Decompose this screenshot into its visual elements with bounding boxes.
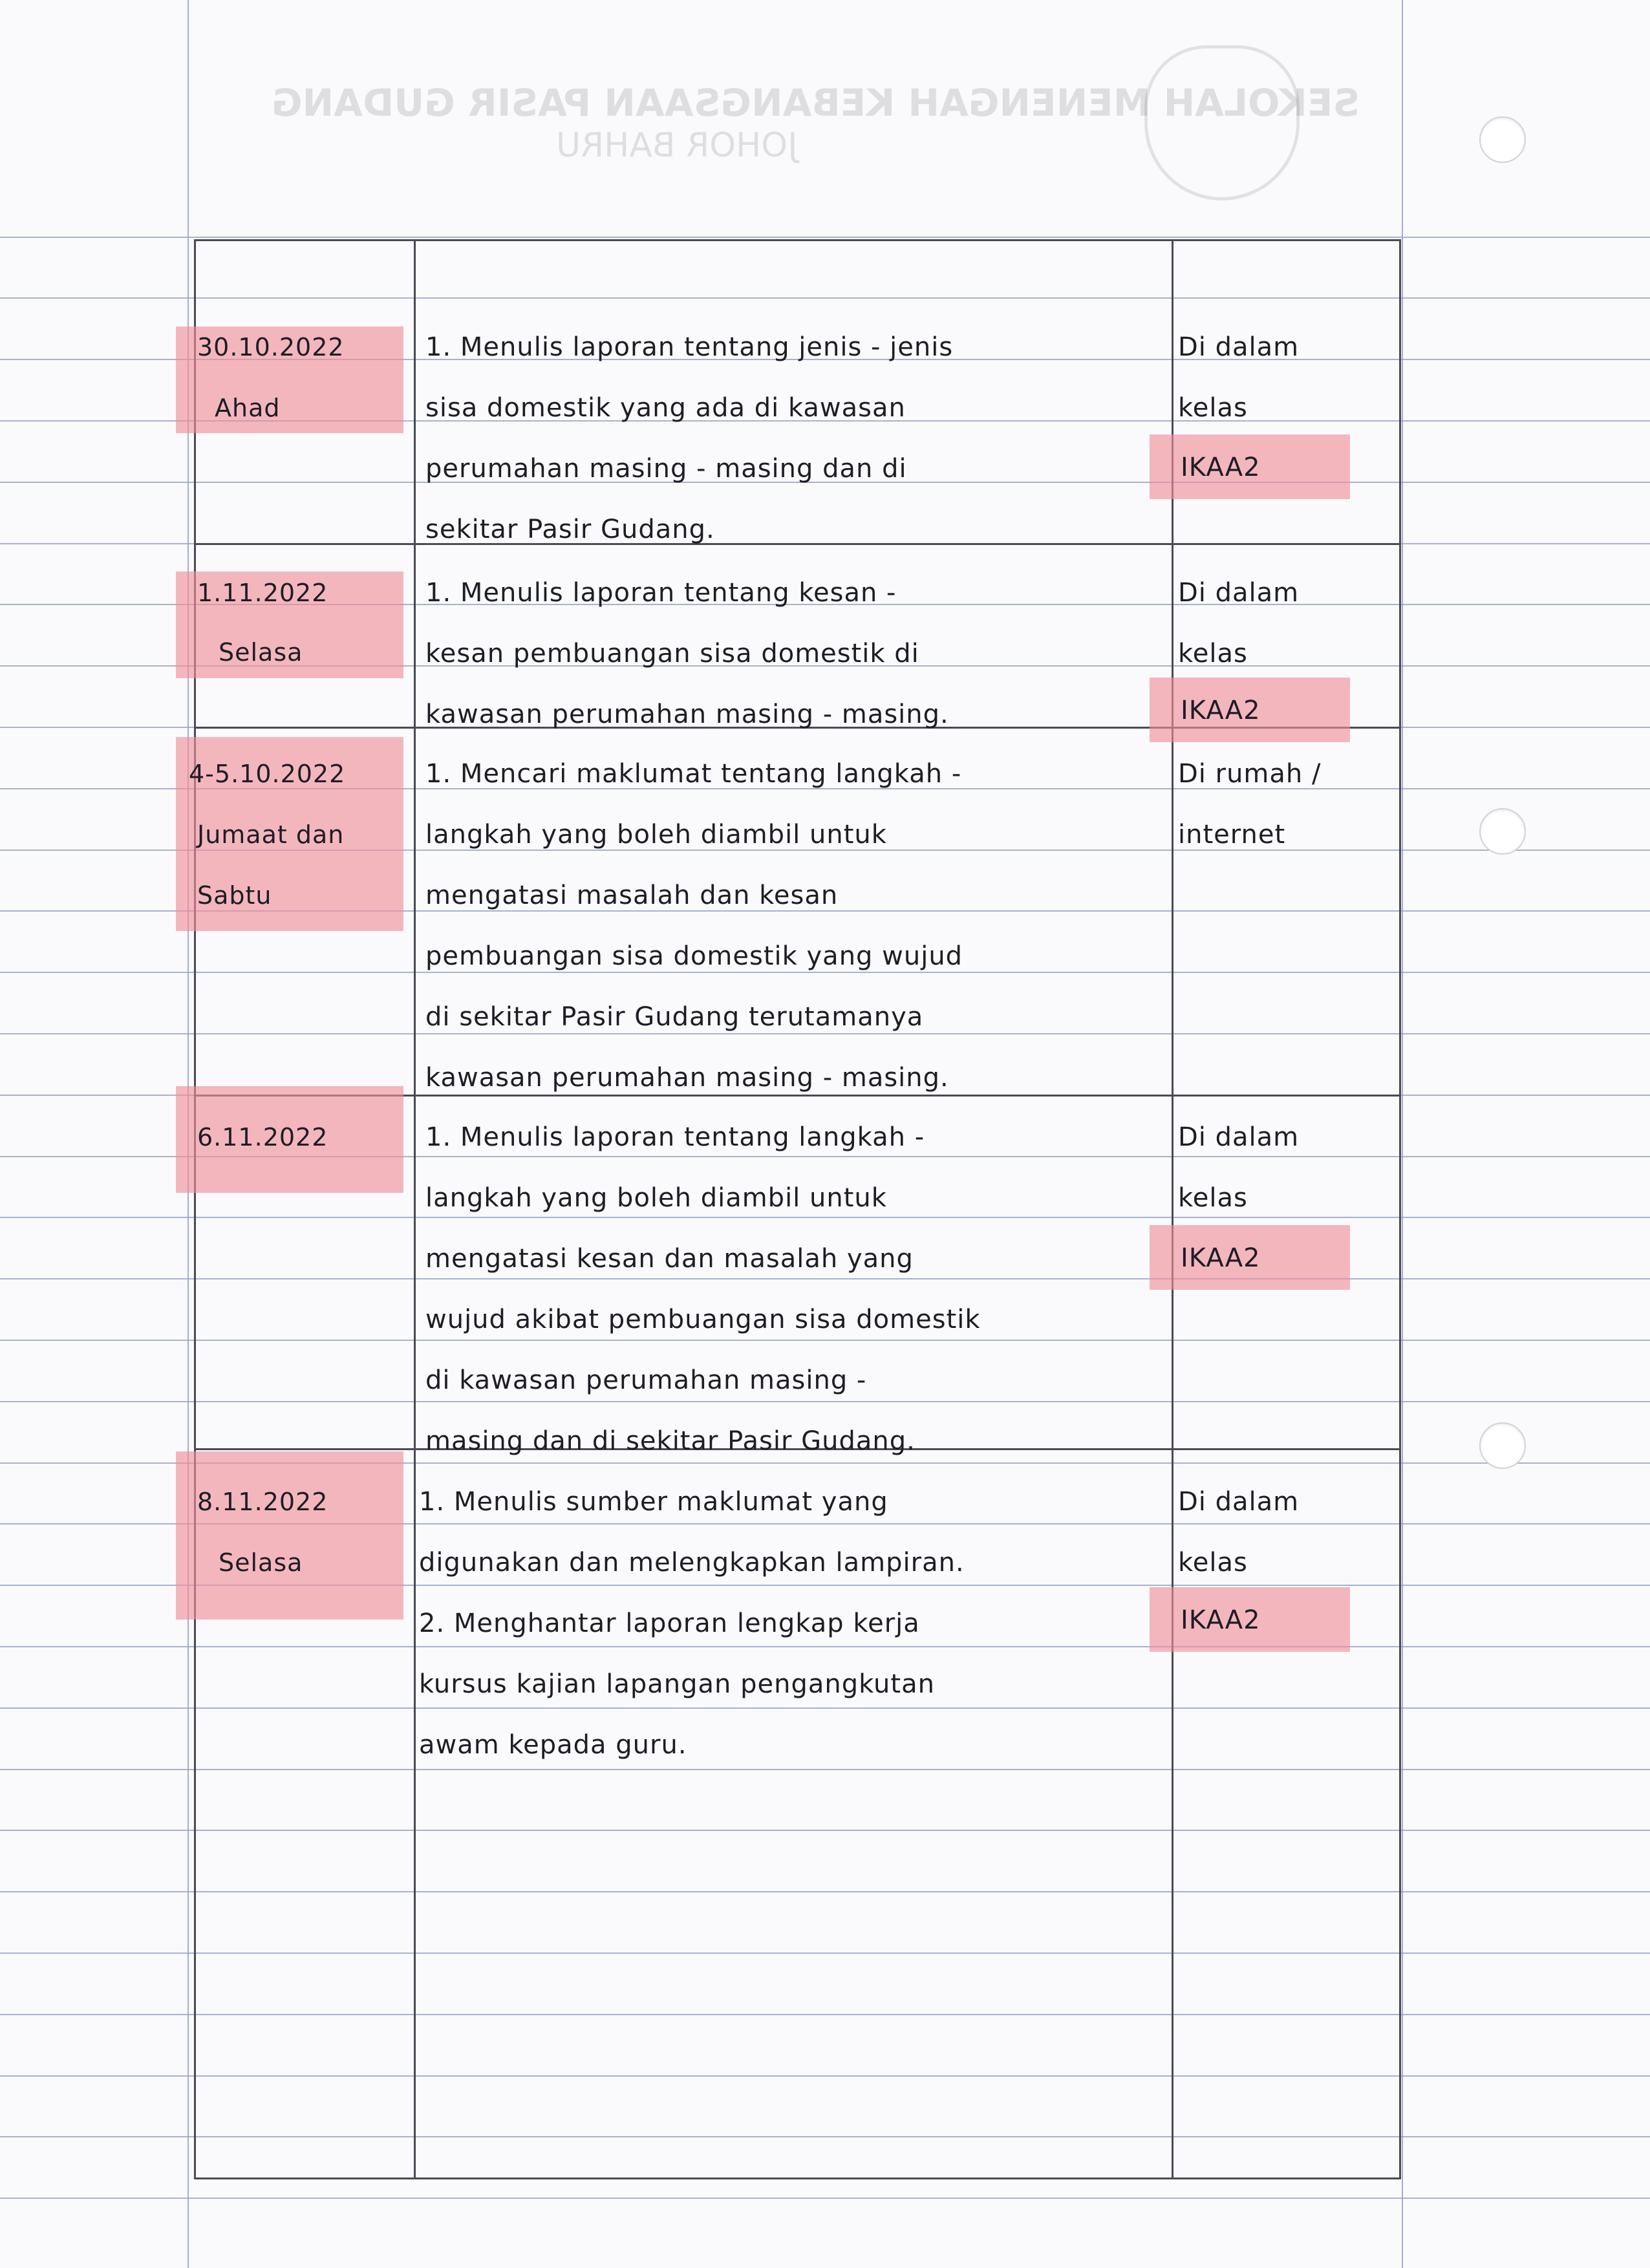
entry-activity: 1. Mencari maklumat tentang langkah - langkah yang boleh diambil untuk mengatasi masalah dan kesan pembuangan sisa domestik yang wujud di sekitar Pasir Gudang terutamanya kawasan perumahan masing - masing.	[425, 759, 963, 1093]
entry-place: Di dalam kelas	[1178, 578, 1300, 669]
ghost-school-name: SEKOLAH MENENGAH KEBANGSAAN PASIR GUDANG	[272, 81, 1360, 125]
entry-day: Ahad	[215, 394, 281, 422]
entry-place: Di rumah / internet	[1178, 759, 1322, 850]
punch-hole-top	[1479, 116, 1526, 163]
entry-class: IKAA2	[1181, 453, 1261, 482]
entry-day: Selasa	[219, 638, 303, 667]
entry-class: IKAA2	[1181, 696, 1261, 725]
entry-place: Di dalam kelas	[1178, 1487, 1300, 1578]
entry-place: Di dalam kelas	[1178, 332, 1300, 423]
entry-activity: 1. Menulis sumber maklumat yang digunakan dan melengkapkan lampiran. 2. Menghantar laporan lengkap kerja kursus kajian lapangan pengangkutan awam kepada guru.	[419, 1487, 965, 1760]
entry-class: IKAA2	[1181, 1243, 1261, 1273]
entry-day: Jumaat dan Sabtu	[197, 820, 345, 910]
entry-activity: 1. Menulis laporan tentang langkah - langkah yang boleh diambil untuk mengatasi kesan dan masalah yang wujud akibat pembuangan sisa domestik di kawasan perumahan masing - masing dan di sekitar Pasir Gudang.	[425, 1122, 981, 1456]
punch-hole-bottom	[1479, 1422, 1526, 1469]
ghost-school-city: JOHOR BAHRU	[556, 126, 798, 165]
entry-date: 30.10.2022	[197, 333, 345, 361]
entry-date: 1.11.2022	[197, 579, 328, 607]
entry-activity: 1. Menulis laporan tentang kesan - kesan pembuangan sisa domestik di kawasan perumahan masing - masing.	[425, 578, 949, 729]
entry-activity: 1. Menulis laporan tentang jenis - jenis sisa domestik yang ada di kawasan perumahan masing - masing dan di sekitar Pasir Gudang.	[425, 332, 954, 544]
entry-date: 4-5.10.2022	[189, 760, 346, 788]
entry-date: 6.11.2022	[197, 1123, 328, 1151]
entry-class: IKAA2	[1181, 1605, 1261, 1635]
entry-place: Di dalam kelas	[1178, 1122, 1300, 1213]
entry-date: 8.11.2022	[197, 1488, 328, 1516]
entry-day: Selasa	[219, 1548, 303, 1577]
punch-hole-middle	[1479, 808, 1526, 855]
